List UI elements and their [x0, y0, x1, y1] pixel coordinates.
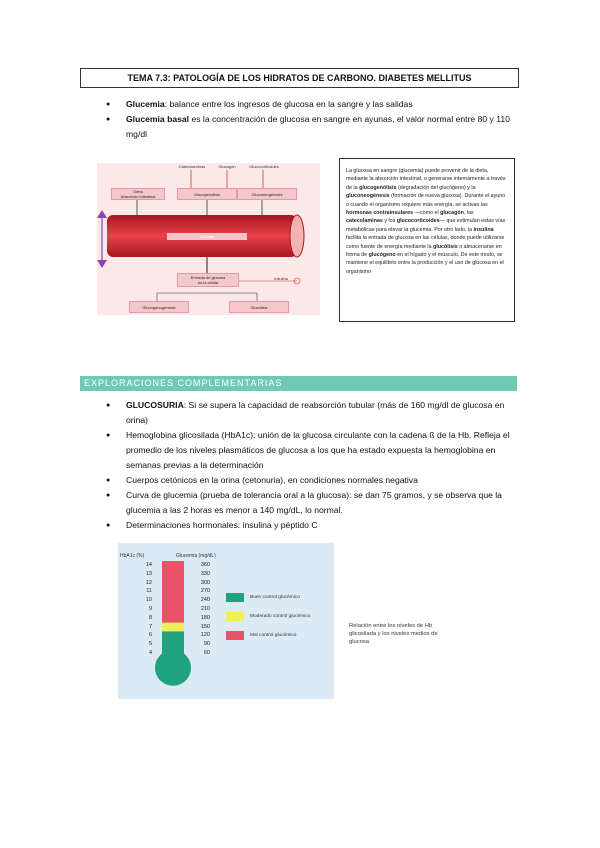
- note-segment: , las: [463, 210, 474, 217]
- bullet-term: Glucemia: [126, 99, 165, 109]
- note-segment: (formación de nueva glucosa). Durante el ayuno o cuando el organismo requiere más energía, se activan las: [346, 193, 506, 208]
- hba1c-tick: 10: [145, 597, 152, 604]
- glucose-tick: 180: [200, 614, 210, 621]
- glucocorticoids-label: Glucocorticoides: [249, 164, 279, 169]
- note-segment: insulina: [473, 226, 494, 233]
- note-segment: facilita la entrada de glucosa en las células, donde puede utilizarse como fuente de energía mediante la: [346, 235, 505, 250]
- glucemia-variation-arrow: [96, 210, 108, 268]
- glucose-regulation-drawing: [97, 163, 320, 315]
- thermometer-segment: [162, 587, 184, 596]
- legend-item: [226, 593, 300, 602]
- glucose-regulation-figure: [97, 163, 320, 315]
- list-item: [106, 97, 516, 112]
- glucose-tick: 90: [203, 641, 210, 648]
- bullet-term: Glucemia basal: [126, 114, 190, 124]
- insulin-label: Insulina: [274, 276, 288, 281]
- bullet-text: Determinaciones hormonales: insulina y péptido C: [126, 520, 318, 530]
- hba1c-tick: 4: [148, 650, 152, 656]
- hba1c-tick: 5: [148, 641, 152, 648]
- intro-bullet-list: [106, 97, 516, 142]
- glucose-tick: 240: [200, 597, 210, 604]
- bullet-text: Hemoglobina glicosilada (HbA1c): unión de la glucosa circulante con la cadena ß de la Hb. Refleja el promedio de los niveles plasmáticos de glucosa a los que ha estado expuesta la hemoglobina en semanas previas a la determinación: [126, 430, 510, 470]
- list-item: [106, 518, 516, 533]
- note-segment: glucógeno: [368, 252, 396, 259]
- list-item: [106, 473, 516, 488]
- legend-label: Buen control glucémico: [250, 595, 300, 600]
- thermometer-segment: [162, 640, 184, 649]
- glucose-tick: 300: [200, 579, 210, 586]
- hba1c-tick: 9: [148, 606, 152, 612]
- glucose-tick: 360: [200, 562, 210, 568]
- hba1c-tick: 13: [145, 570, 152, 577]
- list-item: [106, 398, 516, 428]
- bullet-text: : Si se supera la capacidad de reabsorción tubular (más de 160 mg/dl de glucosa en orina): [126, 400, 505, 425]
- glucose-tick: 270: [200, 588, 210, 595]
- section-header: EXPLORACIONES COMPLEMENTARIAS: [80, 376, 517, 391]
- glycolysis-box: Glucólisis: [229, 301, 289, 313]
- legend-label: Moderado control glucémico: [250, 614, 311, 619]
- glucose-vessel-label: Glucosa: [199, 234, 215, 239]
- hba1c-header: HbA1c (%): [120, 553, 145, 559]
- glucose-tick: 210: [200, 606, 210, 612]
- bullet-text: Curva de glucemia (prueba de tolerancia oral a la glucosa): se dan 75 gramos, y se observa que la glucemia a las 2 horas es menor a 140 mg/dL, lo normal.: [126, 490, 502, 515]
- diet-absorption-box: Dieta Absorción intestinal: [111, 188, 165, 200]
- bullet-text: : balance entre los ingresos de glucosa en la sangre y las salidas: [164, 99, 413, 109]
- note-segment: —como el: [413, 210, 441, 217]
- hba1c-tick: 12: [145, 579, 152, 586]
- hba1c-tick: 6: [148, 632, 152, 639]
- bullet-term: GLUCOSURIA: [126, 400, 184, 410]
- legend-swatch: [226, 593, 244, 602]
- legend-item: [226, 612, 310, 621]
- note-segment: glucogenólisis: [359, 184, 397, 191]
- note-segment: o almacenarse en forma de: [346, 243, 502, 259]
- thermometer-bulb: [155, 650, 191, 686]
- list-item: [106, 488, 516, 518]
- hba1c-tick: 8: [148, 614, 152, 621]
- legend-swatch: [226, 631, 244, 640]
- bullet-text: es la concentración de glucosa en sangre en ayunas, el valor normal entre 80 y 110 mg/dl: [126, 114, 510, 139]
- note-segment: glucólisis: [433, 243, 458, 250]
- hba1c-tick: 14: [145, 562, 152, 568]
- list-item: [106, 428, 516, 473]
- note-segment: gluconeogénesis: [346, 193, 390, 200]
- note-segment: La glucosa en sangre (glucemia) puede provenir de la dieta, mediante la absorción intestinal, o generarse internamente a través de la: [346, 168, 506, 191]
- glucose-tick: 120: [200, 632, 210, 639]
- hba1c-tick: 11: [146, 588, 152, 595]
- glucose-header: Glucemia (mg/dL): [176, 553, 216, 559]
- glucagon-label: Glucagón: [218, 164, 236, 169]
- note-segment: — que estimulan estas vías metabólicas para elevar la glucemia. Por otro lado, la: [346, 218, 506, 233]
- document-title: TEMA 7.3: PATOLOGÍA DE LOS HIDRATOS DE CARBONO. DIABETES MELLITUS: [80, 68, 519, 88]
- hba1c-tick: 7: [148, 623, 152, 630]
- glycogenogenesis-box: Glucogenogénesis: [129, 301, 189, 313]
- exploration-bullet-list: [106, 398, 516, 533]
- thermometer-segment: [162, 579, 184, 588]
- glucose-tick: 60: [203, 650, 210, 656]
- thermometer-segment: [162, 605, 184, 614]
- figure2-caption: Relación entre los niveles de Hb glicosilada y los niveles medios de glucosa.: [349, 623, 438, 645]
- note-segment: glucagón: [440, 210, 464, 217]
- note-segment: en el hígado y el músculo. De este modo, se mantiene el equilibrio entre la producción y el uso de glucosa en el organismo: [346, 252, 504, 275]
- thermometer-segment: [162, 631, 184, 640]
- legend-item: [226, 631, 296, 640]
- note-segment: glucocorticoides: [396, 218, 440, 225]
- legend-swatch: [226, 612, 244, 621]
- glucose-tick: 330: [200, 570, 210, 577]
- glucose-tick: 150: [200, 623, 210, 630]
- thermometer-segment: [162, 570, 184, 579]
- catecholamines-label: Catecolaminas: [178, 164, 206, 169]
- glucose-explanation-note: [339, 158, 515, 322]
- list-item: [106, 112, 516, 142]
- glycogenolysis-box: Glucogenólisis: [177, 188, 237, 200]
- gluconeogenesis-box: Gluconeogénesis: [237, 188, 297, 200]
- thermometer-segment: [162, 596, 184, 605]
- note-segment: (degradación del glucógeno) y la: [396, 184, 476, 191]
- note-segment: catecolaminas: [346, 218, 383, 225]
- thermometer-segment: [162, 614, 184, 623]
- hba1c-glucose-figure: [118, 543, 334, 699]
- thermometer-segment: [162, 623, 184, 632]
- legend-label: Mal control glucémico: [250, 633, 297, 638]
- note-segment: hormonas contrainsulares: [346, 210, 414, 217]
- bullet-text: Cuerpos cetónicos en la orina (cetonuria), en condiciones normales negativa: [126, 475, 418, 485]
- note-segment: y los: [382, 218, 397, 225]
- cell-entry-box: Entrada de glucosa en la célula: [177, 273, 239, 287]
- thermometer-segment: [162, 561, 184, 570]
